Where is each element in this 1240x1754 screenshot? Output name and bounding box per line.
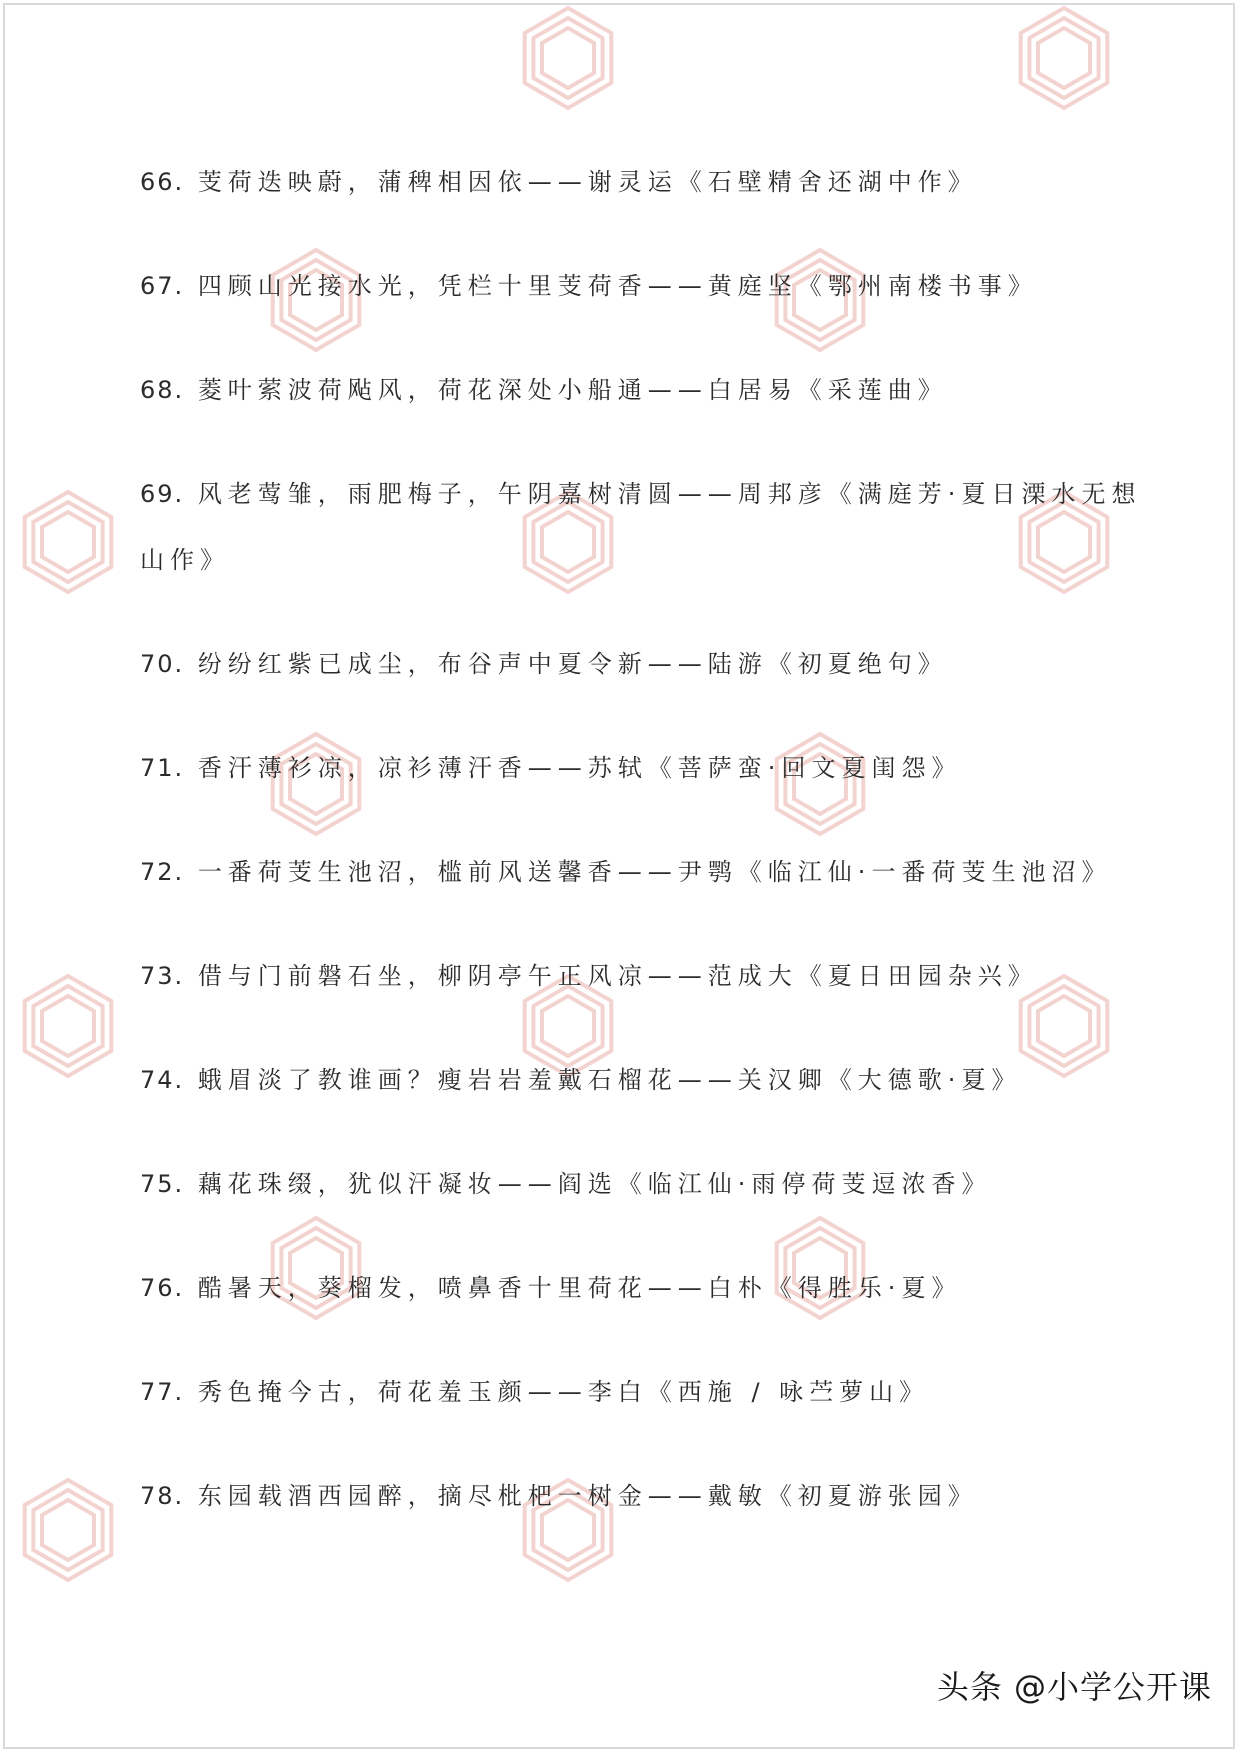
poem-line-69 — [140, 478, 1142, 510]
poem-line-78 — [140, 1480, 1120, 1512]
poem-number: 75. — [140, 1170, 185, 1198]
poem-number: 77. — [140, 1378, 185, 1406]
footer-source-label: 头条 @小学公开课 — [936, 1668, 1212, 1706]
poem-line-74 — [140, 1064, 1120, 1096]
poem-number: 73. — [140, 962, 185, 990]
poem-number: 66. — [140, 168, 185, 196]
poem-line-77 — [140, 1376, 1120, 1408]
poem-line-75 — [140, 1168, 1120, 1200]
poem-text: 酷暑天，葵榴发，喷鼻香十里荷花——白朴《得胜乐·夏》 — [197, 1274, 962, 1302]
poem-text: 纷纷红紫已成尘，布谷声中夏令新——陆游《初夏绝句》 — [197, 650, 948, 678]
poem-text: 风老莺雏，雨肥梅子，午阴嘉树清圆——周邦彦《满庭芳·夏日溧水无想 — [197, 480, 1142, 508]
poem-line-70 — [140, 648, 1120, 680]
poem-number: 76. — [140, 1274, 185, 1302]
poem-line-69-continuation — [140, 544, 1120, 576]
poem-text: 蛾眉淡了教谁画？瘦岩岩羞戴石榴花——关汉卿《大德歌·夏》 — [197, 1066, 1022, 1094]
poem-text: 藕花珠缀，犹似汗凝妆——阎选《临江仙·雨停荷芰逗浓香》 — [197, 1170, 992, 1198]
poem-text: 借与门前磐石坐，柳阴亭午正风凉——范成大《夏日田园杂兴》 — [197, 962, 1038, 990]
poem-text-continuation: 山作》 — [140, 546, 230, 574]
poem-text: 四顾山光接水光，凭栏十里芰荷香——黄庭坚《鄂州南楼书事》 — [197, 272, 1038, 300]
poem-text: 东园载酒西园醉，摘尽枇杷一树金——戴敏《初夏游张园》 — [197, 1482, 978, 1510]
poem-number: 68. — [140, 376, 185, 404]
poem-line-76 — [140, 1272, 1120, 1304]
poem-number: 72. — [140, 858, 185, 886]
poem-text: 秀色掩今古，荷花羞玉颜——李白《西施 / 咏苎萝山》 — [197, 1378, 930, 1406]
poem-line-71 — [140, 752, 1120, 784]
poem-number: 78. — [140, 1482, 185, 1510]
poem-number: 74. — [140, 1066, 185, 1094]
poem-line-72 — [140, 856, 1120, 888]
poem-line-68 — [140, 374, 1120, 406]
poem-number: 67. — [140, 272, 185, 300]
poem-line-66 — [140, 166, 1120, 198]
poem-text: 一番荷芰生池沼，槛前风送馨香——尹鹗《临江仙·一番荷芰生池沼》 — [197, 858, 1112, 886]
poem-text: 芰荷迭映蔚，蒲稗相因依——谢灵运《石壁精舍还湖中作》 — [197, 168, 978, 196]
poem-number: 69. — [140, 480, 185, 508]
poem-line-67 — [140, 270, 1120, 302]
poem-text: 菱叶萦波荷飐风，荷花深处小船通——白居易《采莲曲》 — [197, 376, 948, 404]
poem-line-73 — [140, 960, 1120, 992]
poem-number: 70. — [140, 650, 185, 678]
poem-number: 71. — [140, 754, 185, 782]
poem-text: 香汗薄衫凉，凉衫薄汗香——苏轼《菩萨蛮·回文夏闺怨》 — [197, 754, 962, 782]
